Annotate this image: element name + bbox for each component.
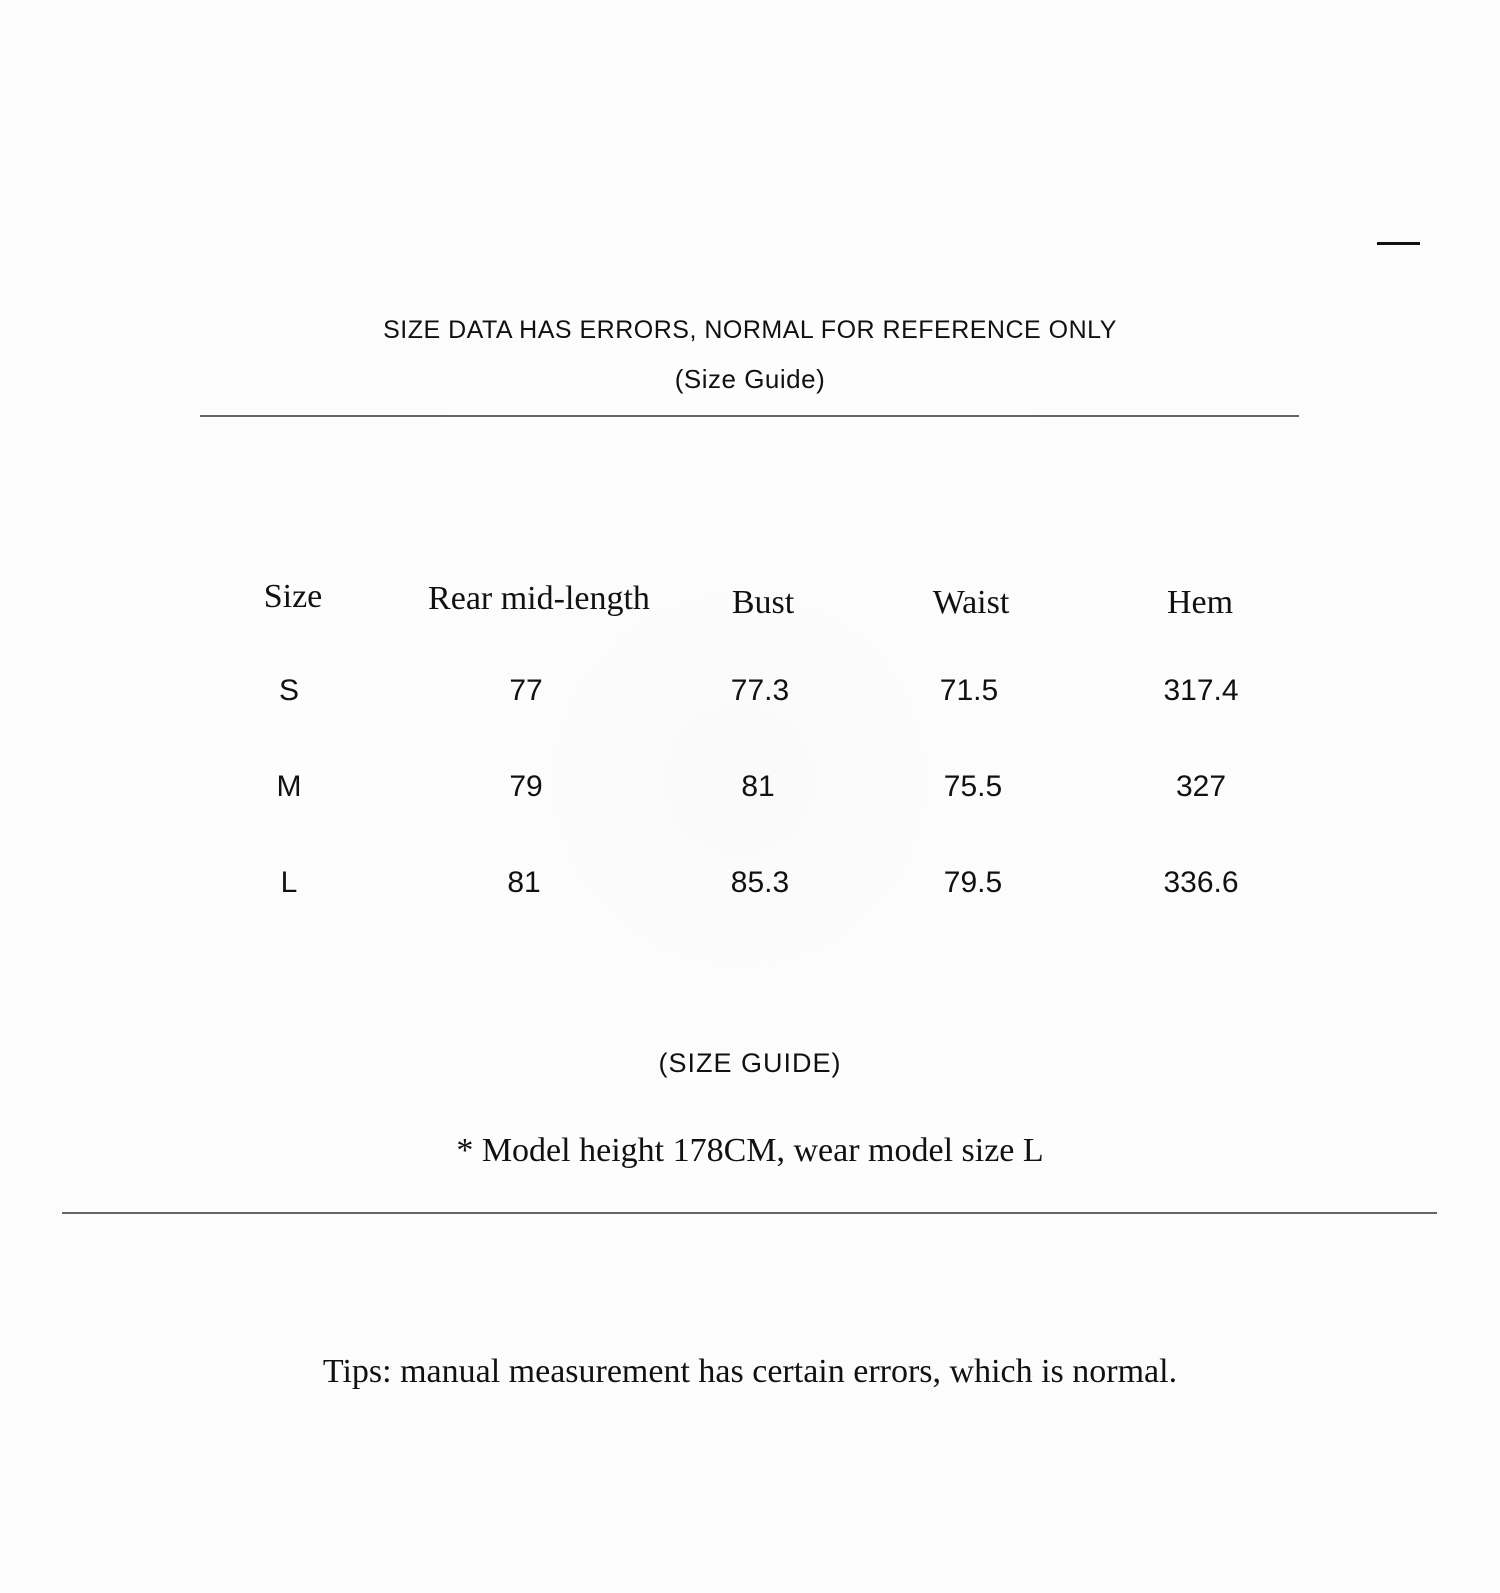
column-header-size: Size xyxy=(263,578,323,615)
table-cell-waist: 75.5 xyxy=(943,770,1003,803)
table-cell-size: L xyxy=(280,866,298,899)
table-cell-waist: 71.5 xyxy=(939,674,999,707)
table-cell-rear-mid-length: 77 xyxy=(509,674,543,707)
column-header-bust: Bust xyxy=(731,584,795,621)
table-cell-hem: 336.6 xyxy=(1163,866,1239,899)
column-header-waist: Waist xyxy=(932,584,1010,621)
measurement-tips: Tips: manual measurement has certain errors, which is normal. xyxy=(322,1353,1178,1390)
size-guide-subtitle: (Size Guide) xyxy=(674,364,826,394)
table-cell-rear-mid-length: 79 xyxy=(509,770,543,803)
column-header-rear-mid-length: Rear mid-length xyxy=(428,580,650,617)
model-size-note: * Model height 178CM, wear model size L xyxy=(456,1132,1044,1169)
size-data-notice: SIZE DATA HAS ERRORS, NORMAL FOR REFERENCE ONLY xyxy=(383,316,1117,344)
table-cell-rear-mid-length: 81 xyxy=(507,866,541,899)
table-cell-size: S xyxy=(278,674,300,707)
table-cell-hem: 327 xyxy=(1175,770,1227,803)
table-cell-bust: 77.3 xyxy=(730,674,790,707)
table-cell-bust: 85.3 xyxy=(730,866,790,899)
size-guide-label: (SIZE GUIDE) xyxy=(658,1048,842,1078)
footer-divider xyxy=(62,1212,1437,1214)
table-cell-bust: 81 xyxy=(741,770,775,803)
table-cell-hem: 317.4 xyxy=(1163,674,1239,707)
table-cell-size: M xyxy=(276,770,302,803)
column-header-hem: Hem xyxy=(1166,584,1234,621)
table-cell-waist: 79.5 xyxy=(943,866,1003,899)
